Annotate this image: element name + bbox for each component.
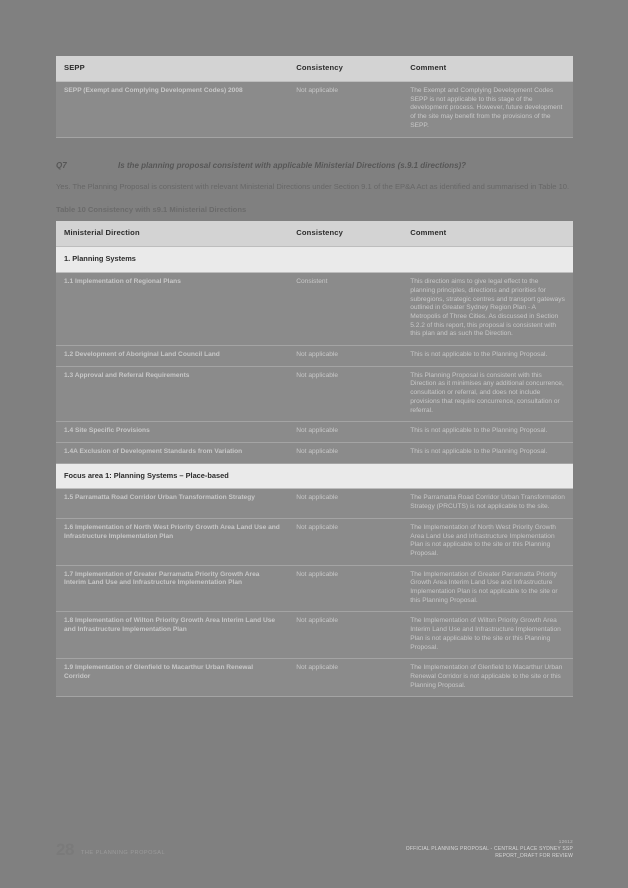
cell-direction-name: 1.6 Implementation of North West Priority Growth Area Land Use and Infrastructure Implementation Plan <box>56 518 288 565</box>
ministerial-table-body <box>56 247 573 697</box>
section-heading: 1. Planning Systems <box>56 247 573 273</box>
cell-comment: This Planning Proposal is consistent with this Direction as it minimises any additional concurrence, consultation or referral, and does not include provisions that require concurrence, consultation or referral. <box>402 366 573 422</box>
cell-comment: The Parramatta Road Corridor Urban Transformation Strategy (PRCUTS) is not applicable to the site. <box>402 489 573 518</box>
column-header-ministerial-direction: Ministerial Direction <box>56 221 288 247</box>
footer-right <box>406 839 573 860</box>
cell-consistency: Not applicable <box>288 659 402 697</box>
cell-direction-name: 1.5 Parramatta Road Corridor Urban Transformation Strategy <box>56 489 288 518</box>
table-header-row <box>56 221 573 247</box>
cell-sepp-name: SEPP (Exempt and Complying Development Codes) 2008 <box>56 82 288 138</box>
cell-direction-name: 1.9 Implementation of Glenfield to Macarthur Urban Renewal Corridor <box>56 659 288 697</box>
cell-comment: This direction aims to give legal effect to the planning principles, directions and priorities for subregions, strategic centres and transport gateways outlined in Greater Sydney Region Plan - A Metropolis of Three Cities. As discussed in Section 5.2.2 of this report, this proposal is consistent with this plan and as such the Direction. <box>402 273 573 346</box>
cell-consistency: Not applicable <box>288 612 402 659</box>
table-row <box>56 82 573 138</box>
table-row <box>56 565 573 612</box>
page-number: 28 <box>56 840 74 859</box>
column-header-consistency: Consistency <box>288 56 402 82</box>
page-content <box>56 56 573 697</box>
cell-comment: The Implementation of Greater Parramatta Priority Growth Area Interim Land Use and Infrastructure Implementation Plan is not applicable to the site or this Planning Proposal. <box>402 565 573 612</box>
cell-direction-name: 1.8 Implementation of Wilton Priority Growth Area Interim Land Use and Infrastructure Implementation Plan <box>56 612 288 659</box>
table-row <box>56 612 573 659</box>
cell-direction-name: 1.3 Approval and Referral Requirements <box>56 366 288 422</box>
footer-section-label: THE PLANNING PROPOSAL <box>80 850 166 856</box>
footer-tag: 12612 <box>558 838 573 844</box>
table-row <box>56 489 573 518</box>
cell-comment: This is not applicable to the Planning Proposal. <box>402 442 573 463</box>
cell-comment: This is not applicable to the Planning Proposal. <box>402 422 573 443</box>
table-row <box>56 366 573 422</box>
cell-comment: The Implementation of North West Priority Growth Area Land Use and Infrastructure Implementation Plan is not applicable to the site or this Planning Proposal. <box>402 518 573 565</box>
footer-document-line-1: OFFICIAL PLANNING PROPOSAL - CENTRAL PLACE SYDNEY SSP <box>405 845 573 852</box>
cell-direction-name: 1.1 Implementation of Regional Plans <box>56 273 288 346</box>
sepp-table-body <box>56 82 573 138</box>
cell-comment: The Implementation of Wilton Priority Growth Area Interim Land Use and Infrastructure Implementation Plan is not applicable to the site or this Planning Proposal. <box>402 612 573 659</box>
table-row <box>56 659 573 697</box>
cell-consistency: Consistent <box>288 273 402 346</box>
column-header-comment: Comment <box>402 56 573 82</box>
ministerial-directions-table <box>56 221 573 697</box>
column-header-consistency: Consistency <box>288 221 402 247</box>
cell-direction-name: 1.2 Development of Aboriginal Land Council Land <box>56 346 288 367</box>
cell-consistency: Not applicable <box>288 422 402 443</box>
cell-consistency: Not applicable <box>288 366 402 422</box>
table-header-row <box>56 56 573 82</box>
cell-consistency: Not applicable <box>288 346 402 367</box>
table-row <box>56 273 573 346</box>
question-text: Is the planning proposal consistent with applicable Ministerial Directions (s.9.1 directions)? <box>118 160 467 170</box>
cell-comment: The Exempt and Complying Development Codes SEPP is not applicable to this stage of the development process. However, future development of the site may benefit from the provisions of the SEPP. <box>402 82 573 138</box>
cell-consistency: Not applicable <box>288 82 402 138</box>
table-section-heading-row <box>56 463 573 489</box>
cell-direction-name: 1.4 Site Specific Provisions <box>56 422 288 443</box>
cell-consistency: Not applicable <box>288 565 402 612</box>
question-block <box>56 160 573 215</box>
cell-consistency: Not applicable <box>288 489 402 518</box>
table-caption: Table 10 Consistency with s9.1 Ministerial Directions <box>56 205 247 215</box>
section-heading: Focus area 1: Planning Systems – Place-based <box>56 463 573 489</box>
question-answer: Yes. The Planning Proposal is consistent with relevant Ministerial Directions under Section 9.1 of the EP&A Act as identified and summarised in Table 10. <box>56 181 570 191</box>
page-footer <box>56 830 573 864</box>
footer-document-line-2: REPORT_DRAFT FOR REVIEW <box>495 852 573 859</box>
cell-comment: This is not applicable to the Planning Proposal. <box>402 346 573 367</box>
column-header-sepp: SEPP <box>56 56 288 82</box>
question-number: Q7 <box>56 160 67 170</box>
sepp-table-head <box>56 56 573 82</box>
question-heading <box>56 160 573 171</box>
table-section-heading-row <box>56 247 573 273</box>
table-row <box>56 346 573 367</box>
table-row <box>56 518 573 565</box>
cell-direction-name: 1.4A Exclusion of Development Standards from Variation <box>56 442 288 463</box>
cell-consistency: Not applicable <box>288 442 402 463</box>
table-row <box>56 422 573 443</box>
cell-consistency: Not applicable <box>288 518 402 565</box>
footer-left <box>56 841 165 858</box>
table-row <box>56 442 573 463</box>
ministerial-table-head <box>56 221 573 247</box>
sepp-consistency-table <box>56 56 573 138</box>
column-header-comment: Comment <box>402 221 573 247</box>
cell-direction-name: 1.7 Implementation of Greater Parramatta Priority Growth Area Interim Land Use and Infrastructure Implementation Plan <box>56 565 288 612</box>
cell-comment: The Implementation of Glenfield to Macarthur Urban Renewal Corridor is not applicable to the site or this Planning Proposal. <box>402 659 573 697</box>
